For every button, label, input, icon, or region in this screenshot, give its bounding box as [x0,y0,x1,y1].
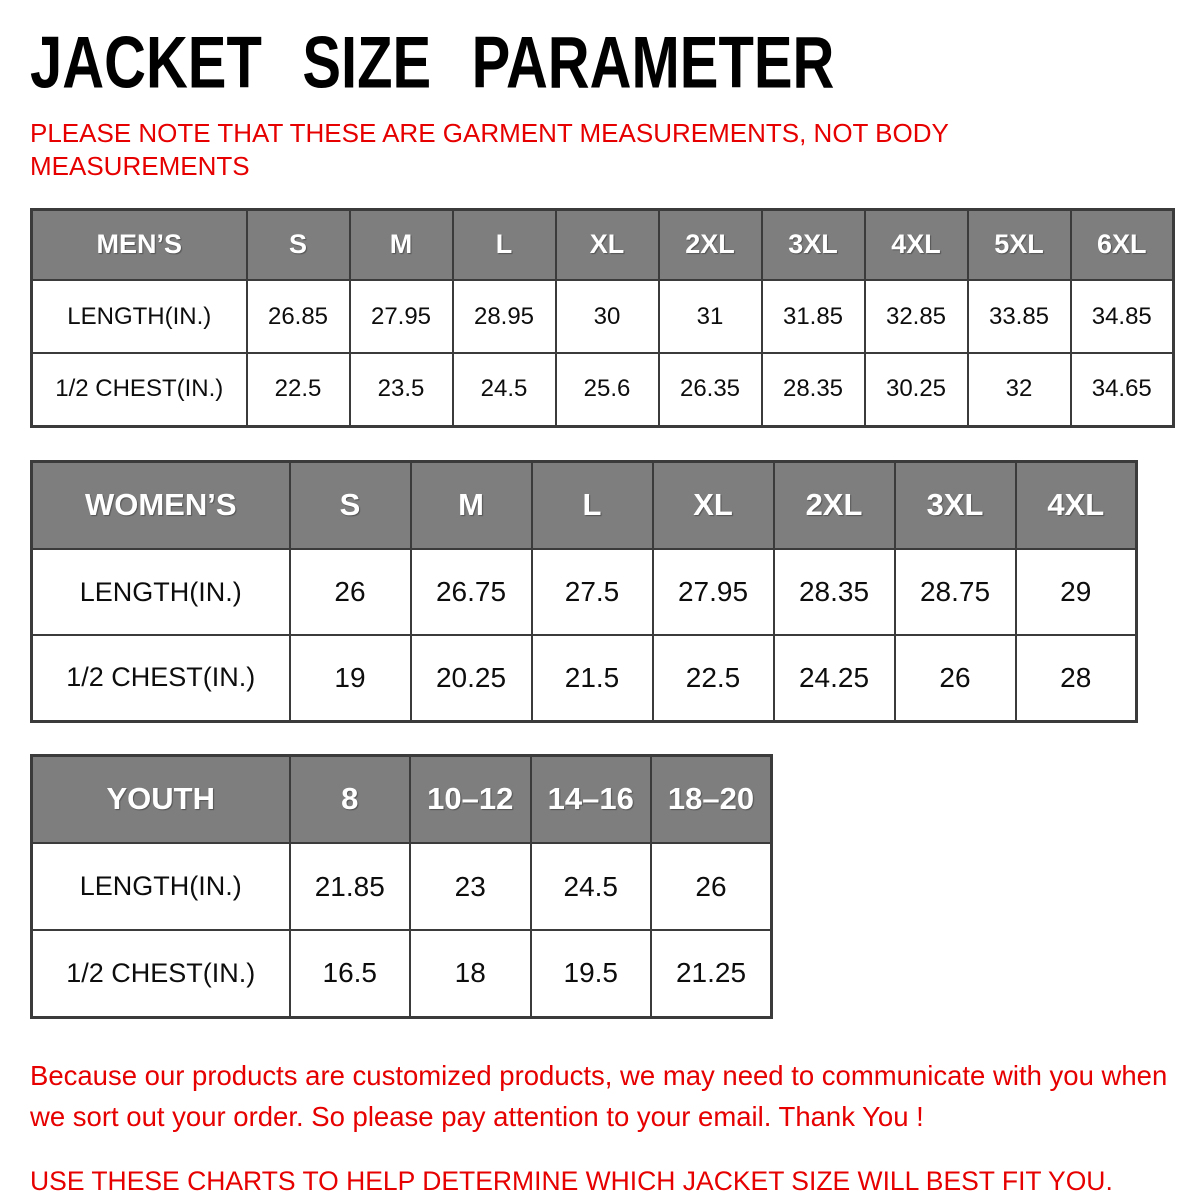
measurement-value: 28.75 [895,549,1016,635]
measurement-value: 28 [1016,635,1137,721]
mens-size-column-header: XL [556,209,659,280]
measurement-value: 24.5 [531,843,652,930]
mens-size-column-header: L [453,209,556,280]
measurement-value: 27.95 [350,280,453,353]
measurement-value: 28.95 [453,280,556,353]
mens-measurement-row [32,280,1174,353]
measurement-value: 18 [410,930,531,1017]
measurement-value: 29 [1016,549,1137,635]
measurement-value: 26 [290,549,411,635]
womens-measurement-row [32,635,1137,721]
measurement-value: 21.25 [651,930,772,1017]
chart-usage-note: USE THESE CHARTS TO HELP DETERMINE WHICH JACKET SIZE WILL BEST FIT YOU. [30,1166,1113,1197]
womens-size-column-header: 2XL [774,461,895,549]
measurement-value: 21.5 [532,635,653,721]
garment-measurement-note: PLEASE NOTE THAT THESE ARE GARMENT MEASUREMENTS, NOT BODY MEASUREMENTS [30,118,949,182]
measurement-value: 34.85 [1071,280,1174,353]
womens-size-column-header: 4XL [1016,461,1137,549]
measurement-value: 32 [968,353,1071,426]
measurement-value: 21.85 [290,843,411,930]
mens-table-name: MEN’S [32,209,247,280]
youth-header-row [32,755,772,843]
measurement-value: 26 [895,635,1016,721]
mens-size-column-header: 5XL [968,209,1071,280]
measurement-value: 26 [651,843,772,930]
measurement-value: 30.25 [865,353,968,426]
mens-size-column-header: 3XL [762,209,865,280]
measurement-row-label: LENGTH(IN.) [32,843,290,930]
mens-size-column-header: S [247,209,350,280]
measurement-value: 28.35 [762,353,865,426]
measurement-value: 26.85 [247,280,350,353]
size-table-womens [30,460,1138,723]
measurement-value: 31 [659,280,762,353]
youth-table-name: YOUTH [32,755,290,843]
measurement-row-label: LENGTH(IN.) [32,549,290,635]
measurement-value: 28.35 [774,549,895,635]
womens-size-column-header: M [411,461,532,549]
size-table-youth [30,754,773,1019]
measurement-row-label: 1/2 CHEST(IN.) [32,930,290,1017]
measurement-value: 20.25 [411,635,532,721]
youth-size-column-header: 14–16 [531,755,652,843]
mens-header-row [32,209,1174,280]
measurement-value: 26.35 [659,353,762,426]
mens-size-column-header: 4XL [865,209,968,280]
youth-size-column-header: 10–12 [410,755,531,843]
measurement-value: 24.25 [774,635,895,721]
measurement-value: 23 [410,843,531,930]
size-tables-container [30,208,1175,1019]
measurement-value: 19.5 [531,930,652,1017]
measurement-value: 27.95 [653,549,774,635]
measurement-row-label: 1/2 CHEST(IN.) [32,353,247,426]
measurement-value: 30 [556,280,659,353]
measurement-row-label: 1/2 CHEST(IN.) [32,635,290,721]
measurement-value: 34.65 [1071,353,1174,426]
size-table-mens [30,208,1175,428]
mens-size-column-header: 6XL [1071,209,1174,280]
measurement-value: 27.5 [532,549,653,635]
measurement-value: 33.85 [968,280,1071,353]
womens-size-column-header: XL [653,461,774,549]
mens-size-column-header: M [350,209,453,280]
youth-measurement-row [32,930,772,1017]
womens-size-column-header: S [290,461,411,549]
measurement-value: 32.85 [865,280,968,353]
measurement-value: 19 [290,635,411,721]
measurement-value: 24.5 [453,353,556,426]
youth-measurement-row [32,843,772,930]
womens-header-row [32,461,1137,549]
custom-product-note: Because our products are customized products, we may need to communicate with you when we sort out your order. So please pay attention to your email. Thank You ! [30,1059,1168,1133]
womens-size-column-header: L [532,461,653,549]
measurement-value: 26.75 [411,549,532,635]
mens-size-column-header: 2XL [659,209,762,280]
womens-table-name: WOMEN’S [32,461,290,549]
measurement-value: 25.6 [556,353,659,426]
womens-measurement-row [32,549,1137,635]
youth-size-column-header: 18–20 [651,755,772,843]
measurement-value: 22.5 [653,635,774,721]
womens-size-column-header: 3XL [895,461,1016,549]
youth-size-column-header: 8 [290,755,411,843]
measurement-value: 31.85 [762,280,865,353]
mens-measurement-row [32,353,1174,426]
measurement-value: 22.5 [247,353,350,426]
measurement-value: 16.5 [290,930,411,1017]
measurement-value: 23.5 [350,353,453,426]
measurement-row-label: LENGTH(IN.) [32,280,247,353]
page-title: JACKET SIZE PARAMETER [30,21,835,104]
